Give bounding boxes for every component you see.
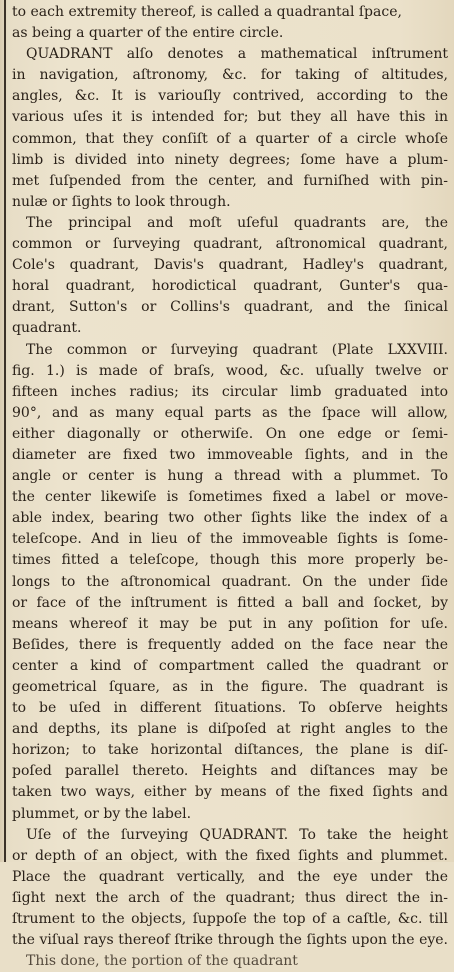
text-line: Uſe of the ſurveying QUADRANT. To take the height <box>26 826 448 843</box>
text-line: met ſuſpended from the center, and furniſhed with pin- <box>12 172 448 189</box>
text-line: Beſides, there is frequently added on the face near the <box>12 636 448 653</box>
text-line: nulæ or ſights to look through. <box>12 193 231 210</box>
text-line: plummet, or by the label. <box>12 805 192 822</box>
text-line: diameter are fixed two immoveable ſights, and in the <box>12 446 448 463</box>
text-line: angle or center is hung a thread with a plummet. To <box>12 468 448 485</box>
text-column <box>12 2 448 972</box>
text-line: fig. 1.) is made of braſs, wood, &c. uſually twelve or <box>12 362 448 379</box>
text-line: to be uſed in different ſituations. To obſerve heights <box>12 700 448 717</box>
text-line: taken two ways, either by means of the fixed ſights and <box>12 784 448 801</box>
text-line: horizon; to take horizontal diſtances, the plane is diſ- <box>12 742 448 759</box>
column-rule <box>4 0 6 862</box>
text-line: center a kind of compartment called the quadrant or <box>12 657 448 674</box>
text-line: angles, &c. It is variouſly contrived, according to the <box>12 88 448 105</box>
text-line: quadrant. <box>12 320 82 337</box>
text-line: 90°, and as many equal parts as the ſpace will allow, <box>12 404 448 421</box>
text-line: QUADRANT alſo denotes a mathematical inſtrument <box>26 46 448 63</box>
text-line: This done, the portion of the quadrant <box>26 953 298 970</box>
text-line: to each extremity thereof, is called a quadrantal ſpace, <box>12 4 402 20</box>
text-line: Cole's quadrant, Davis's quadrant, Hadley's quadrant, <box>12 257 448 274</box>
text-line: common or ſurveying quadrant, aſtronomical quadrant, <box>12 236 448 253</box>
text-line: or depth of an object, with the fixed ſights and plummet. <box>12 847 448 864</box>
text-line: common, that they conſiſt of a quarter of a circle whoſe <box>12 130 448 147</box>
text-line: times fitted a teleſcope, though this more properly be- <box>12 552 448 569</box>
text-line: poſed parallel thereto. Heights and diſtances may be <box>12 763 448 780</box>
text-line: ſtrument to the objects, ſuppoſe the top of a caſtle, &c. till <box>12 911 448 928</box>
text-line: means whereof it may be put in any poſition for uſe. <box>12 615 448 632</box>
text-line: geometrical ſquare, as in the figure. The quadrant is <box>12 679 448 695</box>
text-line: various uſes it is intended for; but they all have this in <box>12 109 448 126</box>
text-line: horal quadrant, horodictical quadrant, Gunter's qua- <box>12 278 448 295</box>
text-line: able index, bearing two other ſights like the index of a <box>12 510 448 527</box>
text-line: limb is divided into ninety degrees; ſome have a plum- <box>12 151 448 168</box>
text-line: the center likewiſe is ſometimes fixed a label or move- <box>12 489 448 506</box>
text-line: Place the quadrant vertically, and the eye under the <box>12 868 448 885</box>
text-line: either diagonally or otherwiſe. On one edge or ſemi- <box>12 425 448 442</box>
text-line: The common or ſurveying quadrant (Plate LXXVIII. <box>26 341 448 358</box>
text-line: as being a quarter of the entire circle. <box>12 25 284 42</box>
text-line: fifteen inches radius; its circular limb graduated into <box>12 383 448 400</box>
text-line: the viſual rays thereof ſtrike through the ſights upon the eye. <box>12 932 448 949</box>
text-line: drant, Sutton's or Collins's quadrant, and the ſinical <box>12 299 448 316</box>
text-line: in navigation, aſtronomy, &c. for taking of altitudes, <box>12 67 448 84</box>
text-line: ſight next the arch of the quadrant; thus direct the in- <box>12 889 448 906</box>
text-line: teleſcope. And in lieu of the immoveable ſights is ſome- <box>12 531 448 548</box>
text-line: or face of the inſtrument is fitted a ball and ſocket, by <box>12 594 448 611</box>
text-line: and depths, its plane is diſpoſed at right angles to the <box>12 721 448 738</box>
text-line: longs to the aſtronomical quadrant. On the under ſide <box>12 573 448 590</box>
text-line: The principal and moſt uſeful quadrants are, the <box>26 214 448 231</box>
